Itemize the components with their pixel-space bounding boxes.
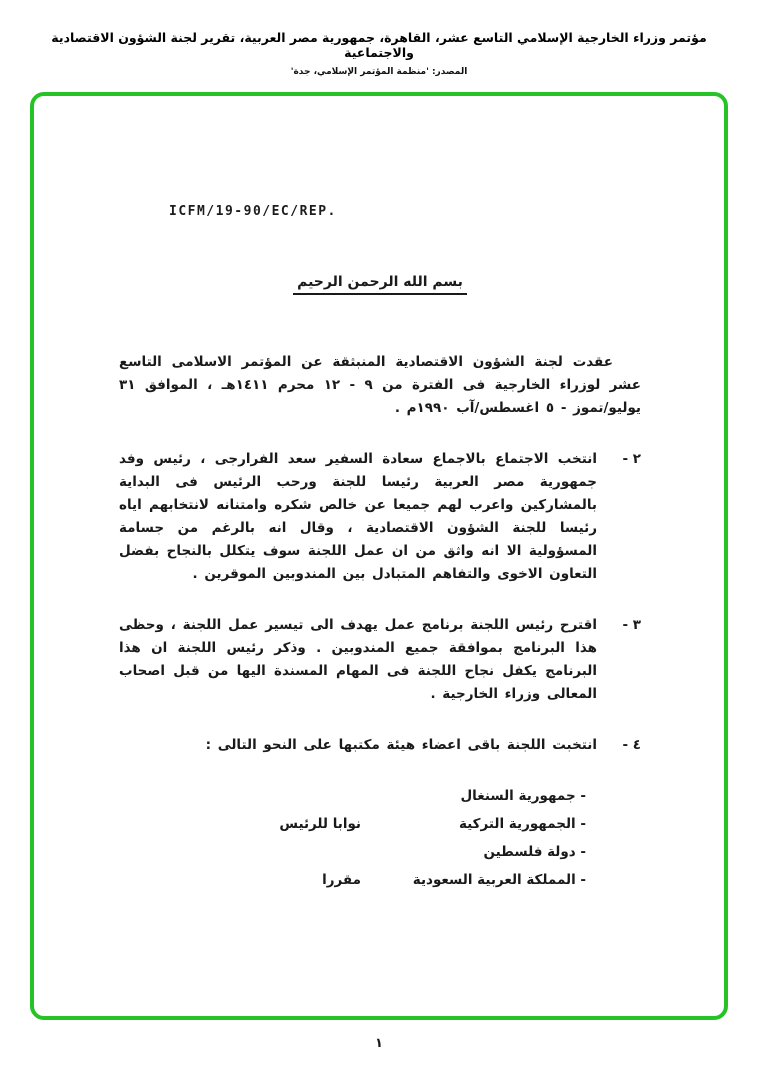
numbered-paragraph-2 (119, 448, 641, 586)
paragraph-text: انتخبت اللجنة باقى اعضاء هيئة مكتبها على النحو التالى : (205, 737, 597, 753)
scan-frame (30, 92, 728, 1020)
bureau-members-list (119, 785, 641, 892)
list-item (119, 869, 586, 892)
list-item (119, 785, 586, 808)
list-item (119, 813, 586, 836)
list-item (119, 841, 586, 864)
numbered-paragraph-3 (119, 614, 641, 706)
paragraph-number: ٣ - (622, 617, 641, 633)
header-source: المصدر: 'منظمة المؤتمر الإسلامي، جدة' (290, 67, 468, 77)
member-name: - دولة فلسطين (483, 844, 586, 860)
document-reference-code: ICFM/19-90/EC/REP. (169, 204, 337, 219)
paragraph-intro: عقدت لجنة الشؤون الاقتصادية المنبثقة عن المؤتمر الاسلامى التاسع عشر لوزراء الخارجية فى الفترة من ٩ - ١٢ محرم ١٤١١هـ ، الموافق ٣١ يوليو/تموز - ٥ اغسطس/آب ١٩٩٠م . (119, 354, 641, 416)
paragraph-text: انتخب الاجتماع بالاجماع سعادة السفير سعد الفرارجى ، رئيس وفد جمهورية مصر العربية رئيسا للجنة ورحب الرئيس فى البداية بالمشاركين واعرب لهم جميعا عن خالص شكره وامتنانه لانتخابهم اياه رئيسا للجنة الشؤون الاقتصادية ، وقال انه بالرغم من جسامة المسؤولية الا انه واثق من ان عمل اللجنة سوف يتكلل بالنجاح بفضل التعاون الاخوى والتفاهم المتبادل بين المندوبين الموقرين . (119, 451, 597, 582)
member-role: مقررا (322, 872, 361, 888)
paragraph-number: ٤ - (622, 737, 641, 753)
bismillah-heading: بسم الله الرحمن الرحيم (293, 274, 467, 295)
header-title: مؤتمر وزراء الخارجية الإسلامي التاسع عشر، القاهرة، جمهورية مصر العربية، تقرير لجنة الشؤون الاقتصادية والاجتماعية (51, 30, 707, 60)
paragraph-number: ٢ - (622, 451, 641, 467)
member-role (119, 785, 361, 808)
member-name: - الجمهورية التركية (458, 816, 586, 832)
bismillah-container (119, 271, 641, 295)
member-role: نوابا للرئيس (279, 816, 361, 832)
numbered-paragraph-4 (119, 734, 641, 757)
member-name: - جمهورية السنغال (460, 788, 586, 804)
member-role (119, 841, 361, 864)
document-header (0, 30, 758, 77)
paragraph-text: اقترح رئيس اللجنة برنامج عمل يهدف الى تيسير عمل اللجنة ، وحظى هذا البرنامج بموافقة جميع المندوبين . وذكر رئيس اللجنة ان هذا البرنامج يكفل نجاح اللجنة فى المهام المسندة اليها من قبل اصحاب المعالى وزراء الخارجية . (119, 617, 597, 702)
page-number: ١ (375, 1036, 383, 1051)
member-name: - المملكة العربية السعودية (412, 872, 586, 888)
document-body (119, 351, 641, 892)
